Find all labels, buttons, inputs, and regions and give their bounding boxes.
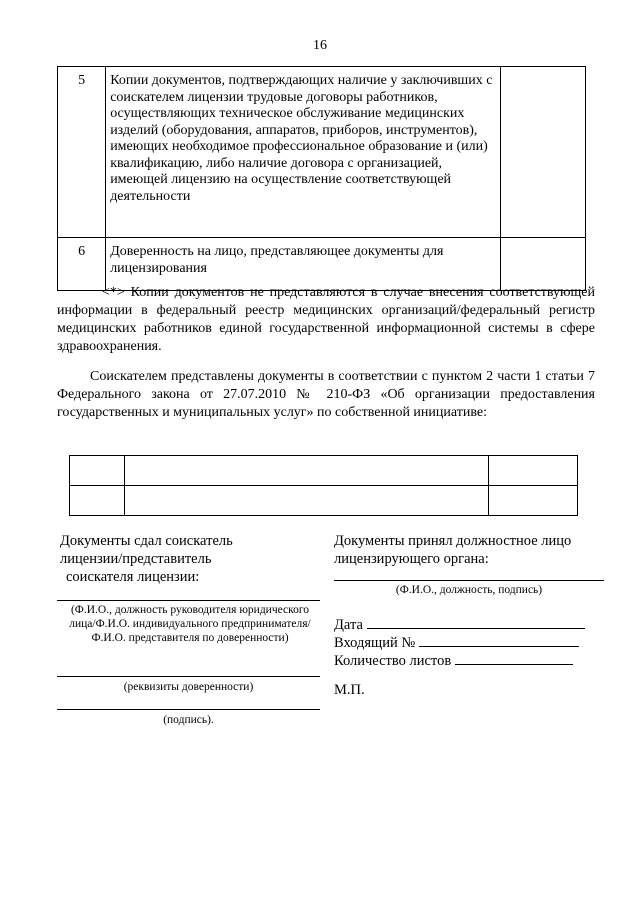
additional-documents-table bbox=[69, 455, 578, 516]
sheet-count-field bbox=[334, 650, 573, 670]
table-cell bbox=[70, 486, 125, 516]
stamp-place-label: М.П. bbox=[334, 682, 365, 698]
power-of-attorney-caption: (реквизиты доверенности) bbox=[123, 681, 254, 693]
signature-line bbox=[57, 709, 320, 710]
sheet-count-blank bbox=[455, 650, 573, 665]
accepted-by-heading bbox=[334, 532, 614, 568]
requirements-table bbox=[57, 66, 586, 291]
table-cell bbox=[125, 456, 489, 486]
row-mark-cell bbox=[500, 67, 585, 238]
incoming-number-field bbox=[334, 632, 579, 652]
official-caption: (Ф.И.О., должность, подпись) bbox=[395, 584, 543, 596]
table-cell bbox=[489, 486, 578, 516]
signature-caption: (подпись). bbox=[163, 714, 214, 726]
power-of-attorney-line bbox=[57, 676, 320, 677]
name-signature-line bbox=[57, 600, 320, 601]
official-signature-line bbox=[334, 580, 604, 581]
table-row bbox=[58, 238, 586, 291]
heading-line: лицензирующего органа: bbox=[334, 551, 489, 567]
heading-line: соискателя лицензии: bbox=[66, 569, 200, 585]
sheet-count-label: Количество листов bbox=[334, 653, 452, 669]
row-mark-cell bbox=[500, 238, 585, 291]
date-label: Дата bbox=[334, 617, 363, 633]
page-number: 16 bbox=[313, 38, 327, 53]
basis-paragraph: Соискателем представлены документы в соответствии с пунктом 2 части 1 статьи 7 Федерального закона от 27.07.2010 № 210-ФЗ «Об организации предоставления государственных и муниципальных услуг» по собственной инициативе: bbox=[57, 369, 595, 420]
table-row bbox=[70, 486, 578, 516]
row-text: Копии документов, подтверждающих наличие у заключивших с соискателем лицензии трудовые договоры работников, осуществляющих техническое обслуживание медицинских изделий (оборудования, аппаратов, приборов, инструментов), имеющих необходимое профессиональное образование и (или) квалификацию, либо наличие договора с организацией, имеющей лицензию на осуществление соответствующей деятельности bbox=[106, 67, 501, 238]
footnote: <*> Копии документов не представляются в случае внесения соответствующей информации в федеральный реестр медицинских организаций/федеральный регистр медицинских работников единой государственной информационной системы в сфере здравоохранения. bbox=[57, 285, 595, 354]
name-caption: (Ф.И.О., должность руководителя юридического лица/Ф.И.О. индивидуального предпринимателя/ Ф.И.О. представителя по доверенности) bbox=[69, 604, 311, 644]
date-field bbox=[334, 614, 585, 634]
table-cell bbox=[489, 456, 578, 486]
heading-line: Документы сдал соискатель bbox=[60, 533, 233, 549]
heading-line: лицензии/представитель bbox=[60, 551, 212, 567]
row-text: Доверенность на лицо, представляющее документы для лицензирования bbox=[106, 238, 501, 291]
table-cell bbox=[70, 456, 125, 486]
table-row bbox=[70, 456, 578, 486]
row-number: 6 bbox=[58, 238, 106, 291]
table-cell bbox=[125, 486, 489, 516]
incoming-number-label: Входящий № bbox=[334, 635, 416, 651]
row-number: 5 bbox=[58, 67, 106, 238]
heading-line: Документы принял должностное лицо bbox=[334, 533, 572, 549]
date-blank bbox=[367, 614, 585, 629]
incoming-number-blank bbox=[419, 632, 579, 647]
table-row bbox=[58, 67, 586, 238]
submitted-by-heading bbox=[60, 532, 310, 586]
